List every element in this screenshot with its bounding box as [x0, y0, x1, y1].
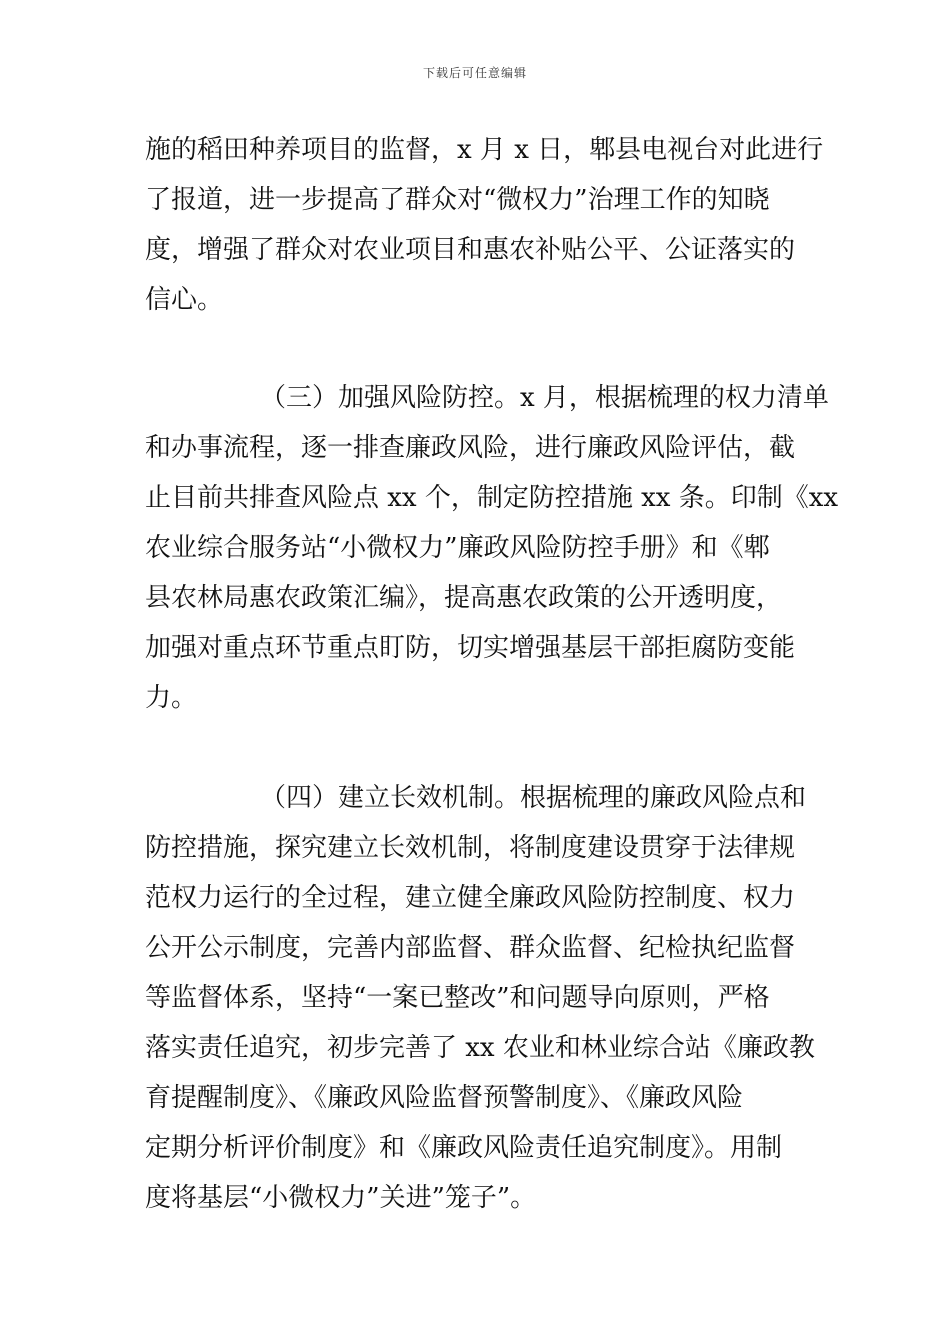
- paragraph-line: 加强对重点环节重点盯防，切实增强基层干部拒腐防变能: [145, 633, 796, 663]
- paragraph-line: 定期分析评价制度》和《廉政风险责任追究制度》。用制: [145, 1133, 783, 1163]
- paragraph-line: 度，增强了群众对农业项目和惠农补贴公平、公证落实的: [145, 235, 796, 265]
- paragraph-line: 止目前共排查风险点 xx 个，制定防控措施 xx 条。印制《xx: [145, 483, 839, 513]
- paragraph-line: 度将基层“小微权力”关进”笼子”。: [145, 1183, 537, 1213]
- paragraph-line: 等监督体系，坚持“一案已整改”和问题导向原则，严格: [145, 983, 770, 1013]
- paragraph-2: [145, 373, 839, 723]
- paragraph-line: 落实责任追究，初步完善了 xx 农业和林业综合站《廉政教: [145, 1033, 815, 1063]
- paragraph-line: 育提醒制度》、《廉政风险监督预警制度》、《廉政风险: [145, 1083, 744, 1113]
- paragraph-line: 县农林局惠农政策汇编》，提高惠农政策的公开透明度，: [145, 583, 783, 613]
- paragraph-line: 施的稻田种养项目的监督，x 月 x 日，郫县电视台对此进行: [145, 135, 824, 165]
- paragraph-line: （四）建立长效机制。根据梳理的廉政风险点和: [260, 783, 807, 813]
- paragraph-line: 农业综合服务站“小微权力”廉政风险防控手册》和《郫: [145, 533, 770, 563]
- paragraph-line: 公开公示制度，完善内部监督、群众监督、纪检执纪监督: [145, 933, 796, 963]
- paragraph-line: 和办事流程，逐一排查廉政风险，进行廉政风险评估，截: [145, 433, 796, 463]
- paragraph-line: （三）加强风险防控。x 月，根据梳理的权力清单: [260, 383, 829, 413]
- paragraph-line: 范权力运行的全过程，建立健全廉政风险防控制度、权力: [145, 883, 796, 913]
- paragraph-1: [145, 125, 824, 325]
- paragraph-line: 信心。: [145, 285, 224, 315]
- paragraph-line: 力。: [145, 683, 198, 713]
- paragraph-3: [145, 773, 815, 1223]
- paragraph-line: 防控措施，探究建立长效机制，将制度建设贯穿于法律规: [145, 833, 796, 863]
- page-header: 下载后可任意编辑: [422, 66, 527, 80]
- paragraph-line: 了报道，进一步提高了群众对“微权力”治理工作的知晓: [145, 185, 770, 215]
